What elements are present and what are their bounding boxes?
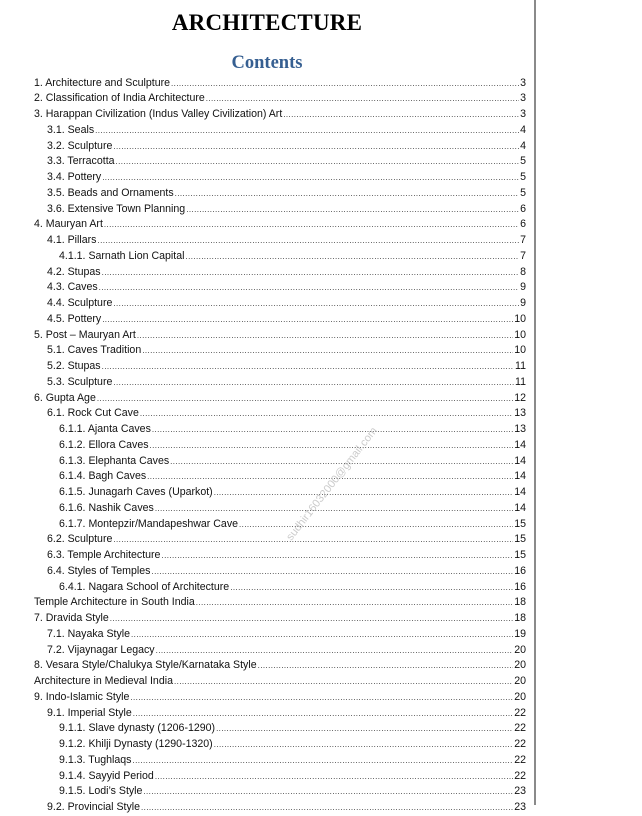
toc-entry-label: 6.1. Rock Cut Cave — [47, 407, 139, 420]
toc-entry-page-number: 10 — [514, 344, 526, 357]
toc-entry[interactable] — [34, 674, 526, 690]
toc-dot-leader — [156, 643, 514, 659]
toc-dot-leader — [97, 233, 519, 249]
toc-dot-leader — [239, 517, 513, 533]
toc-entry-label: 3.3. Terracotta — [47, 155, 115, 168]
toc-entry-page-number: 20 — [514, 643, 526, 656]
toc-dot-leader — [170, 454, 513, 470]
toc-entry-page-number: 15 — [514, 517, 526, 530]
table-of-contents — [34, 76, 526, 816]
toc-entry-label: 3.2. Sculpture — [47, 139, 113, 152]
toc-entry-page-number: 7 — [520, 249, 526, 262]
toc-entry-page-number: 16 — [514, 564, 526, 577]
toc-dot-leader — [131, 627, 513, 643]
toc-dot-leader — [185, 249, 519, 265]
toc-entry-page-number: 5 — [520, 155, 526, 168]
toc-dot-leader — [186, 202, 519, 218]
toc-entry-page-number: 3 — [520, 76, 526, 89]
toc-entry[interactable] — [34, 343, 526, 359]
toc-dot-leader — [147, 469, 513, 485]
toc-entry[interactable] — [34, 312, 526, 328]
toc-dot-leader — [155, 769, 513, 785]
toc-entry[interactable] — [34, 627, 526, 643]
toc-dot-leader — [140, 406, 513, 422]
toc-entry-label: 6.1.5. Junagarh Caves (Uparkot) — [59, 486, 213, 498]
toc-entry-page-number: 6 — [520, 202, 526, 215]
toc-dot-leader — [151, 564, 513, 580]
toc-entry[interactable] — [34, 391, 526, 407]
toc-dot-leader — [143, 784, 513, 800]
toc-entry-page-number: 8 — [520, 265, 526, 278]
toc-entry[interactable] — [34, 438, 526, 454]
toc-entry-label: 3. Harappan Civilization (Indus Valley Civilization) Art — [34, 108, 283, 120]
toc-entry[interactable] — [34, 769, 526, 785]
toc-entry-page-number: 13 — [514, 407, 526, 420]
toc-entry-page-number: 20 — [514, 675, 526, 687]
toc-entry-page-number: 11 — [515, 375, 526, 388]
toc-entry-label: 5. Post – Mauryan Art — [34, 328, 136, 341]
toc-entry-label: Temple Architecture in South India — [34, 596, 195, 609]
toc-entry[interactable] — [34, 265, 526, 281]
toc-dot-leader — [175, 186, 519, 202]
toc-entry-label: 6.1.7. Montepzir/Mandapeshwar Cave — [59, 517, 239, 530]
toc-entry-label: 1. Architecture and Sculpture — [34, 76, 171, 89]
toc-entry[interactable] — [34, 123, 526, 139]
toc-entry[interactable] — [34, 170, 526, 186]
toc-entry[interactable] — [34, 249, 526, 265]
toc-entry-page-number: 14 — [514, 501, 526, 514]
toc-entry-label: 6.4. Styles of Temples — [47, 564, 151, 577]
toc-dot-leader — [196, 595, 513, 611]
toc-entry[interactable] — [34, 280, 526, 296]
toc-entry[interactable] — [34, 548, 526, 564]
toc-entry-label: 2. Classification of India Architecture — [34, 92, 205, 105]
toc-entry-page-number: 18 — [514, 612, 526, 624]
toc-entry-label: 4.4. Sculpture — [47, 297, 113, 309]
toc-entry-label: 9.1.3. Tughlaqs — [59, 753, 132, 766]
toc-entry-label: 6.4.1. Nagara School of Architecture — [59, 580, 230, 593]
toc-entry-page-number: 15 — [514, 533, 526, 546]
toc-heading: Contents — [231, 53, 303, 73]
toc-entry-page-number: 11 — [515, 360, 526, 372]
toc-entry-page-number: 22 — [514, 722, 526, 735]
toc-entry-label: 3.4. Pottery — [47, 171, 102, 183]
toc-entry[interactable] — [34, 406, 526, 422]
toc-entry-label: 9.1.2. Khilji Dynasty (1290-1320) — [59, 738, 213, 750]
page-edge-divider — [534, 0, 536, 805]
toc-dot-leader — [152, 422, 513, 438]
toc-entry-label: 9.1.5. Lodi’s Style — [59, 785, 143, 798]
toc-entry-page-number: 20 — [514, 690, 526, 703]
toc-entry-page-number: 4 — [520, 123, 526, 136]
toc-entry-page-number: 10 — [514, 312, 526, 325]
toc-dot-leader — [258, 658, 514, 674]
toc-entry-label: 9.1.1. Slave dynasty (1206-1290) — [59, 722, 216, 735]
toc-dot-leader — [155, 501, 513, 517]
toc-entry[interactable] — [34, 517, 526, 533]
toc-entry-label: 3.1. Seals — [47, 123, 95, 136]
toc-entry-label: 9. Indo-Islamic Style — [34, 690, 130, 703]
toc-entry-label: 7.2. Vijaynagar Legacy — [47, 643, 155, 656]
toc-entry-label: 7.1. Nayaka Style — [47, 627, 131, 640]
toc-entry-page-number: 18 — [514, 596, 526, 609]
toc-entry-label: 9.2. Provincial Style — [47, 801, 141, 813]
toc-entry-page-number: 14 — [514, 470, 526, 483]
toc-entry-page-number: 20 — [514, 659, 526, 672]
toc-entry-page-number: 9 — [520, 281, 526, 294]
toc-entry-page-number: 14 — [514, 486, 526, 498]
toc-entry-page-number: 4 — [520, 139, 526, 152]
toc-entry[interactable] — [34, 532, 526, 548]
toc-entry-label: 4.1.1. Sarnath Lion Capital — [59, 249, 185, 262]
toc-entry-label: Architecture in Medieval India — [34, 675, 173, 687]
toc-entry-page-number: 12 — [514, 391, 526, 404]
toc-entry[interactable] — [34, 485, 526, 501]
toc-entry-label: 4.2. Stupas — [47, 265, 101, 278]
toc-entry-page-number: 15 — [514, 549, 526, 561]
toc-dot-leader — [102, 312, 513, 328]
toc-entry[interactable] — [34, 611, 526, 627]
toc-dot-leader — [214, 737, 514, 753]
toc-dot-leader — [283, 107, 519, 123]
toc-entry-page-number: 5 — [520, 186, 526, 199]
toc-entry-label: 5.2. Stupas — [47, 360, 101, 372]
toc-entry-page-number: 22 — [514, 738, 526, 750]
toc-entry-label: 4.5. Pottery — [47, 312, 102, 325]
toc-entry-page-number: 22 — [514, 769, 526, 782]
toc-entry-page-number: 16 — [514, 580, 526, 593]
document-title: ARCHITECTURE — [171, 10, 363, 35]
toc-entry[interactable] — [34, 721, 526, 737]
toc-dot-leader — [206, 91, 519, 107]
toc-dot-leader — [141, 800, 513, 816]
toc-entry-page-number: 13 — [514, 423, 526, 435]
toc-entry-page-number: 9 — [520, 297, 526, 309]
toc-dot-leader — [230, 580, 513, 596]
toc-entry[interactable] — [34, 595, 526, 611]
toc-dot-leader — [132, 753, 513, 769]
toc-entry-label: 6.3. Temple Architecture — [47, 549, 161, 561]
toc-entry-page-number: 3 — [520, 92, 526, 105]
toc-entry[interactable] — [34, 737, 526, 753]
email-watermark: sudhir16032000@gmail.com — [284, 425, 380, 543]
toc-entry-page-number: 22 — [514, 706, 526, 719]
toc-entry-label: 5.1. Caves Tradition — [47, 344, 142, 357]
toc-entry[interactable] — [34, 690, 526, 706]
toc-entry-label: 6.2. Sculpture — [47, 533, 113, 546]
toc-entry-label: 6.1.1. Ajanta Caves — [59, 423, 151, 435]
toc-entry-label: 9.1. Imperial Style — [47, 706, 132, 719]
toc-dot-leader — [113, 296, 519, 312]
toc-entry-label: 6.1.6. Nashik Caves — [59, 501, 154, 514]
toc-entry-page-number: 23 — [514, 801, 526, 813]
toc-entry-page-number: 6 — [520, 218, 526, 231]
toc-entry-page-number: 3 — [520, 108, 526, 120]
toc-entry[interactable] — [34, 501, 526, 517]
toc-entry[interactable] — [34, 76, 526, 92]
toc-dot-leader — [95, 123, 519, 139]
toc-entry[interactable] — [34, 454, 526, 470]
toc-dot-leader — [174, 674, 513, 690]
toc-entry-page-number: 7 — [520, 234, 526, 246]
toc-entry-page-number: 14 — [514, 438, 526, 451]
toc-entry[interactable] — [34, 375, 526, 391]
toc-entry-label: 7. Dravida Style — [34, 612, 109, 624]
toc-entry-page-number: 19 — [514, 627, 526, 640]
toc-dot-leader — [113, 532, 513, 548]
toc-dot-leader — [102, 170, 519, 186]
toc-entry[interactable] — [34, 217, 526, 233]
toc-entry[interactable] — [34, 753, 526, 769]
toc-dot-leader — [102, 359, 514, 375]
toc-entry-label: 6.1.3. Elephanta Caves — [59, 454, 170, 467]
toc-entry-page-number: 23 — [514, 785, 526, 798]
toc-entry-page-number: 14 — [514, 454, 526, 467]
toc-dot-leader — [110, 611, 513, 627]
toc-entry[interactable] — [34, 422, 526, 438]
toc-dot-leader — [133, 706, 513, 722]
toc-entry-page-number: 22 — [514, 753, 526, 766]
toc-dot-leader — [214, 485, 514, 501]
toc-dot-leader — [171, 76, 519, 92]
toc-entry-label: 3.6. Extensive Town Planning — [47, 202, 186, 215]
toc-entry-label: 8. Vesara Style/Chalukya Style/Karnataka Style — [34, 659, 257, 672]
toc-entry[interactable] — [34, 469, 526, 485]
toc-dot-leader — [97, 391, 513, 407]
toc-entry[interactable] — [34, 91, 526, 107]
toc-entry-label: 4.1. Pillars — [47, 234, 97, 246]
toc-dot-leader — [216, 721, 513, 737]
toc-entry-page-number: 5 — [520, 171, 526, 183]
toc-entry[interactable] — [34, 784, 526, 800]
toc-dot-leader — [161, 548, 513, 564]
toc-entry[interactable] — [34, 154, 526, 170]
toc-entry-label: 3.5. Beads and Ornaments — [47, 186, 174, 199]
toc-dot-leader — [99, 280, 519, 296]
toc-entry[interactable] — [34, 658, 526, 674]
toc-entry-page-number: 10 — [514, 328, 526, 341]
toc-entry[interactable] — [34, 296, 526, 312]
toc-dot-leader — [142, 343, 513, 359]
toc-dot-leader — [150, 438, 514, 454]
toc-entry-label: 6.1.4. Bagh Caves — [59, 470, 147, 483]
toc-entry-label: 5.3. Sculpture — [47, 375, 113, 388]
toc-dot-leader — [116, 154, 520, 170]
toc-dot-leader — [130, 690, 513, 706]
toc-entry[interactable] — [34, 233, 526, 249]
toc-entry-label: 6.1.2. Ellora Caves — [59, 438, 149, 451]
toc-entry[interactable] — [34, 800, 526, 816]
toc-dot-leader — [113, 139, 519, 155]
toc-entry-label: 4. Mauryan Art — [34, 218, 103, 231]
toc-dot-leader — [113, 375, 514, 391]
toc-dot-leader — [104, 217, 519, 233]
toc-entry[interactable] — [34, 186, 526, 202]
toc-entry[interactable] — [34, 564, 526, 580]
toc-entry[interactable] — [34, 359, 526, 375]
toc-entry-label: 9.1.4. Sayyid Period — [59, 769, 154, 782]
toc-dot-leader — [102, 265, 519, 281]
toc-entry[interactable] — [34, 107, 526, 123]
toc-entry-label: 6. Gupta Age — [34, 391, 96, 404]
toc-entry[interactable] — [34, 643, 526, 659]
toc-dot-leader — [137, 328, 513, 344]
toc-entry[interactable] — [34, 328, 526, 344]
toc-entry[interactable] — [34, 202, 526, 218]
toc-entry-label: 4.3. Caves — [47, 281, 98, 294]
toc-entry[interactable] — [34, 706, 526, 722]
toc-entry[interactable] — [34, 580, 526, 596]
toc-entry[interactable] — [34, 139, 526, 155]
